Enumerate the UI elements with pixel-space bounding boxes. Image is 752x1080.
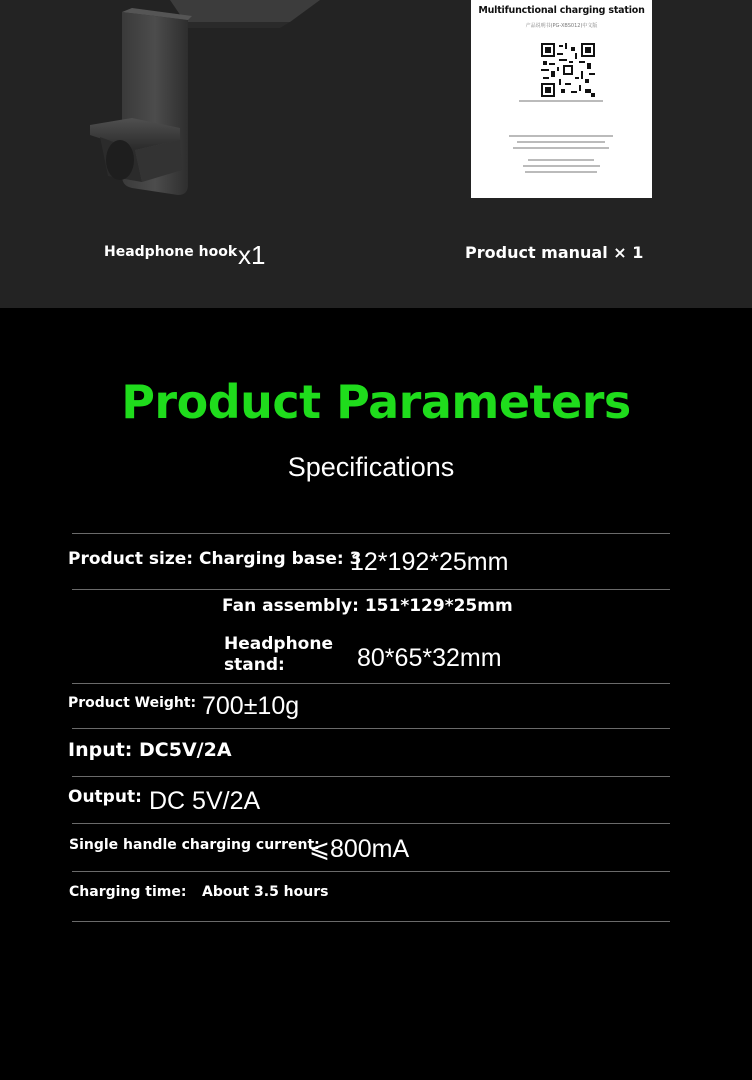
headphone-hook-image — [80, 0, 340, 205]
weight-label: Product Weight: — [68, 695, 197, 711]
divider — [72, 589, 670, 590]
charging-current-label: Single handle charging current: — [69, 837, 320, 853]
input-spec: Input: DC5V/2A — [68, 739, 232, 761]
section-subtitle: Specifications — [287, 452, 455, 482]
included-items-panel — [0, 0, 752, 308]
divider — [72, 921, 670, 922]
manual-text-block — [506, 135, 616, 177]
product-manual-label: Product manual × 1 — [465, 243, 644, 262]
divider — [72, 683, 670, 684]
fan-assembly-size: Fan assembly: 151*129*25mm — [222, 596, 513, 616]
manual-text-lines — [501, 100, 621, 106]
product-size-value: 12*192*25mm — [350, 548, 509, 576]
qr-code-icon — [541, 43, 595, 97]
section-title: Product Parameters — [121, 375, 631, 429]
output-label: Output: — [68, 787, 142, 807]
weight-value: 700±10g — [202, 692, 300, 720]
output-value: DC 5V/2A — [149, 787, 261, 815]
manual-cover-subtitle: 产品说明书(PG-XBS012)中文版 — [525, 23, 598, 29]
charging-time-label: Charging time: — [69, 884, 187, 900]
product-size-label: Product size: Charging base: 3 — [68, 549, 362, 569]
divider — [72, 823, 670, 824]
headphone-stand-value: 80*65*32mm — [357, 644, 502, 672]
headphone-stand-label-line1: Headphone — [224, 634, 333, 654]
divider — [72, 728, 670, 729]
headphone-hook-quantity: x1 — [238, 240, 266, 270]
divider — [72, 533, 670, 534]
divider — [72, 776, 670, 777]
product-manual-image — [471, 0, 652, 198]
manual-cover-title: Multifunctional charging station — [478, 5, 645, 16]
divider — [72, 871, 670, 872]
headphone-stand-label-line2: stand: — [224, 655, 285, 675]
charging-current-value: ⩽800mA — [309, 835, 410, 863]
headphone-hook-label: Headphone hook — [104, 244, 238, 260]
charging-time-value: About 3.5 hours — [202, 884, 329, 900]
